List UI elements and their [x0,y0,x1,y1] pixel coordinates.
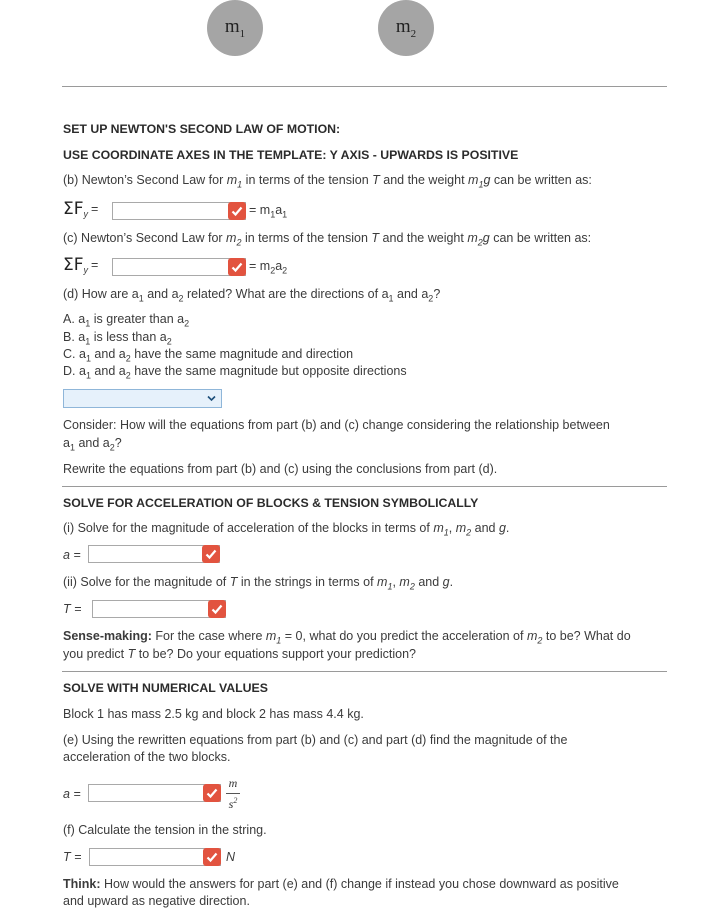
option-d: D. $a_1$ and $a_2$ have the same magnitude but opposite directions [63,364,407,381]
part-f-input[interactable] [89,848,221,866]
sigma-icon: ΣF [63,199,84,219]
block-masses-text: Block 1 has mass 2.5 kg and block 2 has mass 4.4 kg. [63,707,364,721]
part-i-label: a = [63,548,81,562]
mass-m2-label: $m_2$ [395,16,417,40]
mass-m2-circle [378,0,434,56]
part-b-rhs: = $m_1a_1$ [249,203,288,220]
m2-value: 4.4 [326,707,344,721]
part-f-unit: N [226,850,236,864]
option-c: C. $a_1$ and $a_2$ have the same magnitude and direction [63,347,354,364]
numeric-heading: SOLVE WITH NUMERICAL VALUES [63,681,268,695]
part-c-check-icon [228,258,246,276]
think-line2: and upward as negative direction. [63,894,250,908]
consider-text-line1: Consider: How will the equations from part (b) and (c) change considering the relationship between [63,418,610,432]
consider-text-line2: $a_1$ and $a_2$? [63,436,122,453]
part-e-input[interactable] [88,784,221,802]
part-i-text: (i) Solve for the magnitude of acceleration of the blocks in terms of $m_1$, $m_2$ and g. [63,521,510,538]
part-e-line1: (e) Using the rewritten equations from part (b) and (c) and part (d) find the magnitude of the [63,733,568,747]
divider-numeric [62,671,667,672]
divider-symbolic [62,486,667,487]
mass-m1-label: $m_1$ [224,16,246,40]
sense-making-line2: you predict T to be? Do your equations support your prediction? [63,647,416,661]
part-e-label: a = [63,787,81,801]
mass-m1-circle [207,0,263,56]
part-i-input[interactable] [88,545,220,563]
sense-making-line1: Sense-making: For the case where $m_1 = 0$, what do you predict the acceleration of $m_2$ to be? What do [63,629,631,646]
part-d-dropdown[interactable] [63,389,222,408]
part-f-text: (f) Calculate the tension in the string. [63,823,267,837]
think-line1: Think: How would the answers for part (e) and (f) change if instead you chose downward as positive [63,877,619,891]
chevron-down-icon [207,395,216,402]
part-c-text: (c) Newton’s Second Law for $m_2$ in terms of the tension T and the weight $m_2g$ can be written as: [63,231,592,248]
divider-top [62,86,667,87]
part-e-check-icon [203,784,221,802]
rewrite-text: Rewrite the equations from part (b) and (c) using the conclusions from part (d). [63,462,498,476]
part-ii-check-icon [208,600,226,618]
part-b-check-icon [228,202,246,220]
setup-heading: SET UP NEWTON'S SECOND LAW OF MOTION: [63,122,341,136]
part-f-check-icon [203,848,221,866]
part-c-equation: ΣF $_y$ = [63,255,99,275]
part-e-line2: acceleration of the two blocks. [63,750,231,764]
part-ii-input[interactable] [92,600,226,618]
sigma-icon: ΣF [63,255,84,275]
symbolic-heading: SOLVE FOR ACCELERATION OF BLOCKS & TENSION SYMBOLICALLY [63,496,479,510]
part-b-text: (b) Newton’s Second Law for $m_1$ in terms of the tension T and the weight $m_1g$ can be written as: [63,173,592,190]
part-ii-text: (ii) Solve for the magnitude of T in the strings in terms of $m_1$, $m_2$ and g. [63,575,454,592]
part-b-equation: ΣF $_y$ = [63,199,99,219]
option-a: A. $a_1$ is greater than $a_2$ [63,312,190,329]
part-e-unit: m $s^2$ [226,776,240,812]
option-b: B. $a_1$ is less than $a_2$ [63,330,172,347]
part-i-check-icon [202,545,220,563]
part-c-input[interactable] [112,258,246,276]
part-d-question: (d) How are $a_1$ and $a_2$ related? What are the directions of $a_1$ and $a_2$? [63,287,441,304]
m1-value: 2.5 [164,707,182,721]
part-ii-label: T = [63,602,82,616]
part-f-label: T = [63,850,82,864]
part-c-rhs: = $m_2a_2$ [249,259,288,276]
part-b-input[interactable] [112,202,246,220]
axes-heading: USE COORDINATE AXES IN THE TEMPLATE: Y AXIS - UPWARDS IS POSITIVE [63,148,519,162]
